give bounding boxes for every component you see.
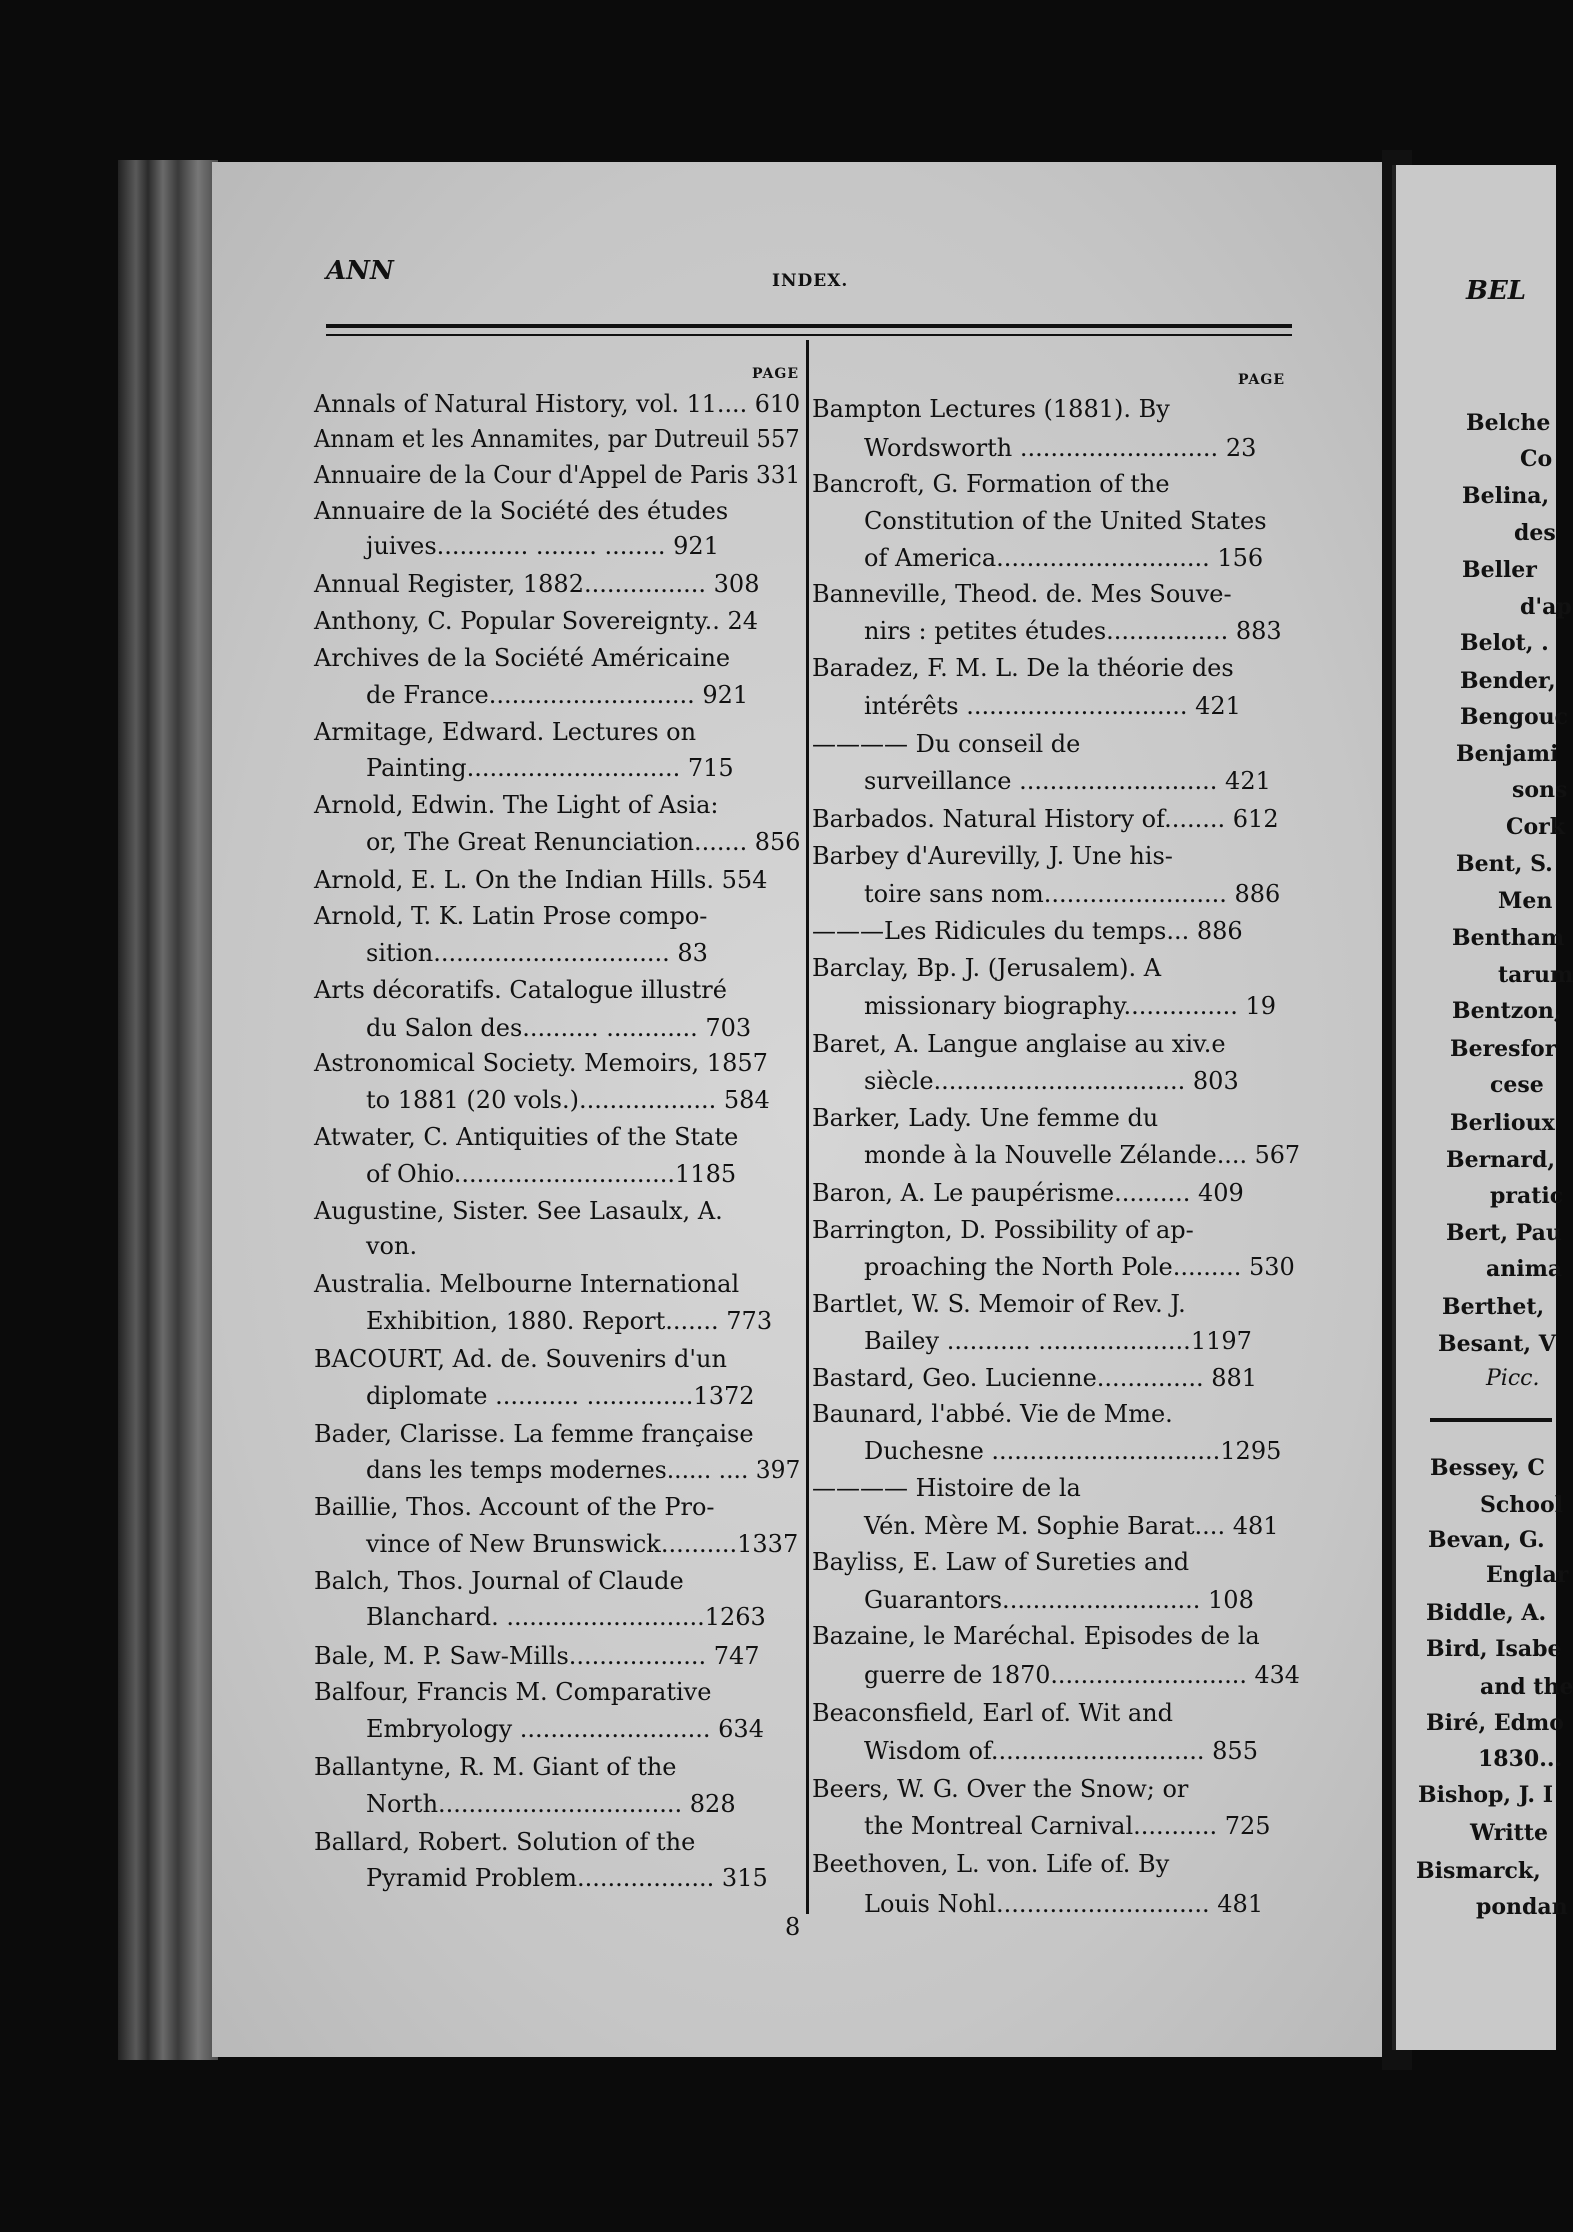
index-entry-line: nirs : petites études................ 883 (864, 617, 1282, 645)
index-entry-line: Blanchard. ..........................1263 (366, 1603, 766, 1631)
index-entry-line: Bale, M. P. Saw-Mills.................. 747 (314, 1642, 760, 1670)
index-entry-line: or, The Great Renunciation....... 856 (366, 828, 801, 856)
facing-page-fragment: Cork (1506, 814, 1566, 840)
book-spine (118, 160, 218, 2060)
facing-page-fragment: sons (1512, 777, 1568, 803)
index-entry-line: Bastard, Geo. Lucienne.............. 881 (812, 1364, 1258, 1392)
facing-page-fragment: Co (1520, 446, 1553, 472)
index-entry-line: missionary biography............... 19 (864, 992, 1277, 1020)
facing-page-fragment: Beresfor (1450, 1036, 1557, 1062)
facing-page-fragment: Benjami (1456, 741, 1559, 767)
index-entry-line: Barbey d'Aurevilly, J. Une his- (812, 842, 1173, 870)
index-entry-line: Guarantors.......................... 108 (864, 1586, 1254, 1614)
index-entry-line: Ballantyne, R. M. Giant of the (314, 1753, 677, 1781)
index-entry-line: sition............................... 83 (366, 939, 708, 967)
index-entry-line: Louis Nohl............................ 481 (864, 1890, 1264, 1918)
index-entry-line: guerre de 1870.......................... 434 (864, 1661, 1300, 1689)
index-entry-line: Annam et les Annamites, par Dutreuil 557 (314, 425, 800, 453)
facing-page-fragment: Bentham (1452, 925, 1565, 951)
running-head-left: ANN (326, 256, 394, 286)
facing-page-fragment: anima (1486, 1256, 1563, 1282)
facing-page-fragment: Biddle, A. (1426, 1600, 1547, 1626)
index-entry-line: of America............................ 156 (864, 544, 1264, 572)
facing-page-fragment: Bender, (1460, 668, 1556, 694)
facing-page-fragment: Belot, . (1460, 630, 1549, 656)
index-entry-line: Arts décoratifs. Catalogue illustré (314, 976, 727, 1004)
index-entry-line: Annals of Natural History, vol. 11.... 610 (314, 390, 801, 418)
index-entry-line: Bader, Clarisse. La femme française (314, 1420, 754, 1448)
index-entry-line: Bayliss, E. Law of Sureties and (812, 1548, 1190, 1576)
facing-page-fragment: Picc. (1486, 1366, 1540, 1391)
facing-page-fragment: Men (1498, 888, 1553, 914)
index-entry-line: ———— Histoire de la (812, 1474, 1081, 1502)
index-entry-line: vince of New Brunswick..........1337 (366, 1530, 799, 1558)
index-entry-line: Painting............................ 715 (366, 754, 734, 782)
facing-page-fragment: Writte (1470, 1820, 1548, 1846)
facing-page-fragment: Bessey, C (1430, 1455, 1545, 1481)
index-entry-line: Pyramid Problem.................. 315 (366, 1864, 768, 1892)
index-entry-line: Beaconsfield, Earl of. Wit and (812, 1699, 1173, 1727)
facing-page-fragment: pondan (1476, 1894, 1568, 1920)
index-entry-line: Arnold, E. L. On the Indian Hills. 554 (314, 866, 768, 894)
facing-page-fragment: Biré, Edmo (1426, 1710, 1564, 1736)
index-entry-line: intérêts ............................. 421 (864, 692, 1241, 720)
index-entry-line: Annuaire de la Cour d'Appel de Paris 331 (314, 461, 801, 489)
facing-page-fragment: Bevan, G. (1428, 1527, 1545, 1553)
index-entry-line: Barbados. Natural History of........ 612 (812, 805, 1279, 833)
facing-page-fragment: School (1480, 1492, 1563, 1518)
right-column-page-heading: PAGE (1238, 372, 1285, 388)
index-entry-line: Bampton Lectures (1881). By (812, 395, 1170, 423)
index-entry-line: juives............ ........ ........ 921 (366, 532, 719, 560)
index-entry-line: toire sans nom........................ 886 (864, 880, 1281, 908)
index-entry-line: Archives de la Société Américaine (314, 644, 731, 672)
index-entry-line: Annuaire de la Société des études (314, 497, 729, 525)
index-entry-line: diplomate ........... ..............1372 (366, 1382, 755, 1410)
facing-page-fragment: Bengouc (1460, 704, 1569, 730)
index-entry-line: Anthony, C. Popular Sovereignty.. 24 (314, 607, 758, 635)
index-entry-line: Balch, Thos. Journal of Claude (314, 1567, 684, 1595)
index-entry-line: Baradez, F. M. L. De la théorie des (812, 654, 1234, 682)
column-divider (806, 340, 809, 1914)
facing-page-fragment: and the (1480, 1674, 1573, 1700)
index-entry-line: du Salon des.......... ............ 703 (366, 1014, 752, 1042)
index-entry-line: Baret, A. Langue anglaise au xiv.e (812, 1030, 1226, 1058)
index-entry-line: the Montreal Carnival........... 725 (864, 1812, 1271, 1840)
index-entry-line: von. (366, 1232, 418, 1260)
index-entry-line: Beers, W. G. Over the Snow; or (812, 1775, 1189, 1803)
index-entry-line: de France........................... 921 (366, 681, 749, 709)
index-entry-line: Constitution of the United States (864, 507, 1267, 535)
index-entry-line: Barker, Lady. Une femme du (812, 1104, 1159, 1132)
index-entry-line: Wisdom of............................ 855 (864, 1737, 1258, 1765)
index-entry-line: Banneville, Theod. de. Mes Souve- (812, 580, 1232, 608)
index-entry-line: Arnold, T. K. Latin Prose compo- (314, 902, 708, 930)
facing-page-fragment: tarum (1498, 962, 1573, 988)
index-entry-line: Ballard, Robert. Solution of the (314, 1828, 696, 1856)
index-entry-line: BACOURT, Ad. de. Souvenirs d'un (314, 1345, 727, 1373)
index-entry-line: Barclay, Bp. J. (Jerusalem). A (812, 954, 1162, 982)
index-entry-line: siècle................................. 803 (864, 1067, 1239, 1095)
facing-page-fragment: Berlioux (1450, 1110, 1555, 1136)
index-entry-line: of Ohio.............................1185 (366, 1160, 737, 1188)
index-entry-line: ———Les Ridicules du temps... 886 (812, 917, 1243, 945)
index-entry-line: Baunard, l'abbé. Vie de Mme. (812, 1400, 1173, 1428)
facing-page-fragment: Bent, S. (1456, 851, 1553, 877)
facing-page-fragment: Bert, Pau (1446, 1220, 1562, 1246)
running-head-center: INDEX. (772, 271, 849, 291)
index-entry-line: Atwater, C. Antiquities of the State (314, 1123, 739, 1151)
index-entry-line: Vén. Mère M. Sophie Barat.... 481 (864, 1512, 1279, 1540)
header-rule (326, 324, 1292, 328)
facing-page-fragment: Bernard, (1446, 1147, 1556, 1173)
index-entry-line: North................................ 828 (366, 1790, 736, 1818)
running-head-right: BEL (1466, 276, 1527, 306)
index-entry-line: Beethoven, L. von. Life of. By (812, 1850, 1170, 1878)
index-entry-line: Baron, A. Le paupérisme.......... 409 (812, 1179, 1244, 1207)
index-entry-line: Baillie, Thos. Account of the Pro- (314, 1493, 715, 1521)
index-entry-line: surveillance .......................... 421 (864, 767, 1271, 795)
facing-page-fragment: Bismarck, (1416, 1858, 1541, 1884)
facing-page-fragment: pratic (1490, 1183, 1564, 1209)
index-entry-line: Embryology ......................... 634 (366, 1715, 764, 1743)
index-entry-line: Wordsworth .......................... 23 (864, 434, 1257, 462)
facing-page-rule (1430, 1418, 1552, 1422)
index-entry-line: Bailey ........... ....................1197 (864, 1327, 1252, 1355)
facing-page-fragment: Bentzon, (1452, 998, 1562, 1024)
index-entry-line: ———— Du conseil de (812, 730, 1081, 758)
index-entry-line: proaching the North Pole......... 530 (864, 1253, 1295, 1281)
index-entry-line: Annual Register, 1882................ 308 (314, 570, 760, 598)
facing-page-fragment: Bird, Isabe (1426, 1636, 1562, 1662)
facing-page-fragment: Bishop, J. I (1418, 1782, 1554, 1808)
facing-page-fragment: des (1514, 520, 1556, 546)
facing-page-fragment: 1830... (1478, 1746, 1563, 1772)
index-entry-line: Arnold, Edwin. The Light of Asia: (314, 791, 719, 819)
index-entry-line: to 1881 (20 vols.).................. 584 (366, 1086, 770, 1114)
index-entry-line: monde à la Nouvelle Zélande.... 567 (864, 1141, 1301, 1169)
facing-page-fragment: Englar (1486, 1562, 1569, 1588)
left-column-page-heading: PAGE (752, 366, 799, 382)
index-entry-line: Exhibition, 1880. Report....... 773 (366, 1307, 773, 1335)
facing-page-fragment: Belina, (1462, 483, 1550, 509)
facing-page-fragment: Belche (1466, 410, 1551, 436)
index-entry-line: Duchesne ..............................1295 (864, 1437, 1282, 1465)
index-entry-line: Astronomical Society. Memoirs, 1857 (314, 1049, 768, 1077)
facing-page-fragment: d'ap (1520, 594, 1572, 620)
index-entry-line: Bazaine, le Maréchal. Episodes de la (812, 1622, 1260, 1650)
page-number: 8 (785, 1913, 801, 1941)
facing-page-fragment: Besant, V (1438, 1331, 1556, 1357)
header-rule-thin (326, 334, 1292, 336)
index-entry-line: Bartlet, W. S. Memoir of Rev. J. (812, 1290, 1186, 1318)
facing-page-fragment: Beller (1462, 557, 1537, 583)
index-entry-line: Australia. Melbourne International (314, 1270, 740, 1298)
index-entry-line: Bancroft, G. Formation of the (812, 470, 1170, 498)
index-entry-line: Armitage, Edward. Lectures on (314, 718, 697, 746)
index-entry-line: Balfour, Francis M. Comparative (314, 1678, 712, 1706)
index-entry-line: Barrington, D. Possibility of ap- (812, 1216, 1194, 1244)
index-entry-line: dans les temps modernes...... .... 397 (366, 1456, 801, 1484)
facing-page-fragment: Berthet, (1442, 1294, 1545, 1320)
index-entry-line: Augustine, Sister. See Lasaulx, A. (314, 1197, 723, 1225)
facing-page-fragment: cese (1490, 1072, 1544, 1098)
